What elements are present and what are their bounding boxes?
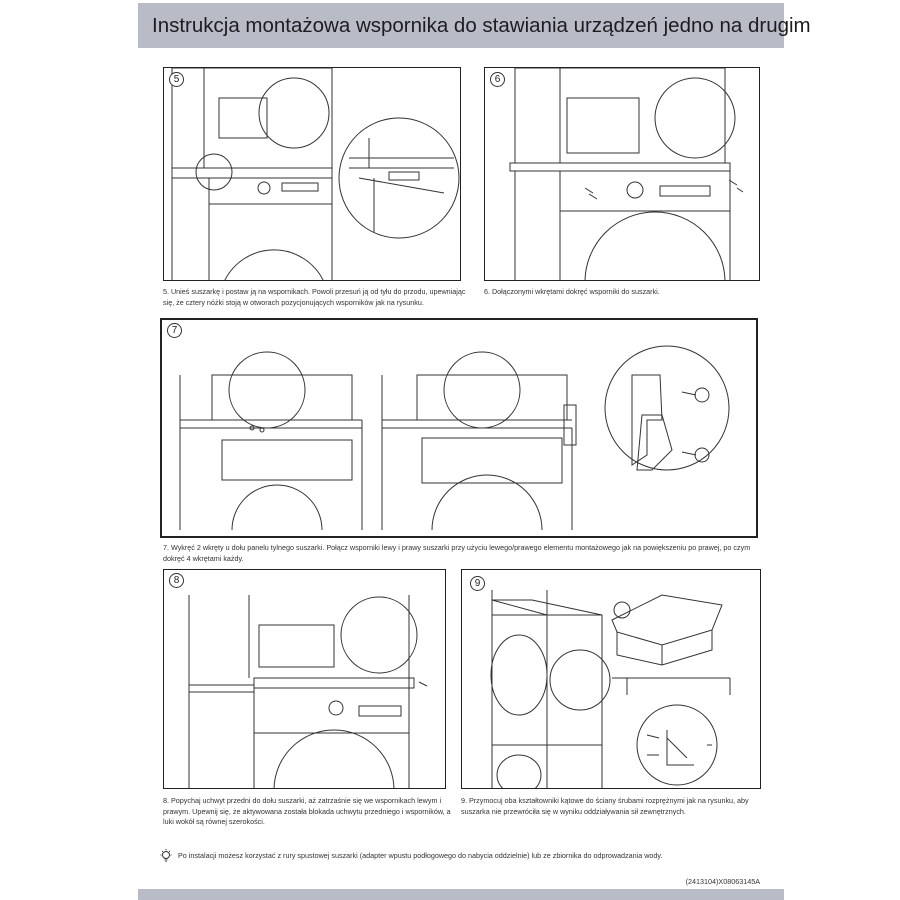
tip-text: Po instalacji możesz korzystać z rury spustowej suszarki (adapter wpustu podłogowego do nabycia oddzielnie) lub ze zbiornika do odprowadzania wody. bbox=[178, 851, 663, 860]
page-title: Instrukcja montażowa wspornika do stawiania urządzeń jedno na drugim bbox=[152, 14, 811, 37]
step-5-number: 5 bbox=[169, 72, 184, 87]
step-6-caption: 6. Dołączonymi wkrętami dokręć wsporniki do suszarki. bbox=[484, 287, 660, 296]
step-8-panel bbox=[163, 569, 446, 789]
footer-bar bbox=[138, 889, 784, 900]
step-8-number: 8 bbox=[169, 573, 184, 588]
step-7-number: 7 bbox=[167, 323, 182, 338]
step-9-number: 9 bbox=[470, 576, 485, 591]
step-9-caption: 9. Przymocuj oba kształtowniki kątowe do ściany śrubami rozprężnymi jak na rysunku, aby suszarka nie przewróciła się w wyniku oddziaływania sił zewnętrznych. bbox=[461, 796, 749, 816]
step-9-illustration bbox=[462, 570, 761, 789]
step-5-caption: 5. Unieś suszarkę i postaw ją na wspornikach. Powoli przesuń ją od tyłu do przodu, upewniając się, że cztery nóżki stoją w otworach pozycjonujących wsporników jak na rysunku. bbox=[163, 287, 466, 307]
step-9-panel bbox=[461, 569, 761, 789]
step-5-illustration bbox=[164, 68, 461, 281]
title-bar bbox=[138, 3, 811, 48]
step-7-illustration bbox=[162, 320, 758, 538]
step-6-panel bbox=[484, 67, 760, 281]
step-6-illustration bbox=[485, 68, 760, 281]
step-8-illustration bbox=[164, 570, 446, 789]
document-code: (2413104)X08063145A bbox=[685, 877, 760, 886]
step-8-caption: 8. Popychaj uchwyt przedni do dołu suszarki, aż zatrzaśnie się we wspornikach lewym i prawym. Upewnij się, że aktywowana została blokada uchwytu przedniego i wsporników, a luki wokół są równej szerokości. bbox=[163, 796, 451, 826]
lightbulb-icon bbox=[158, 848, 174, 864]
step-7-panel bbox=[160, 318, 758, 538]
step-5-panel bbox=[163, 67, 461, 281]
step-7-caption: 7. Wykręć 2 wkręty u dołu panelu tylnego suszarki. Połącz wsporniki lewy i prawy suszarki przy użyciu lewego/prawego elementu montażowego jak na powiększeniu po prawej, po czym dokręć 4 wkrętami każdy. bbox=[163, 543, 751, 563]
step-6-number: 6 bbox=[490, 72, 505, 87]
